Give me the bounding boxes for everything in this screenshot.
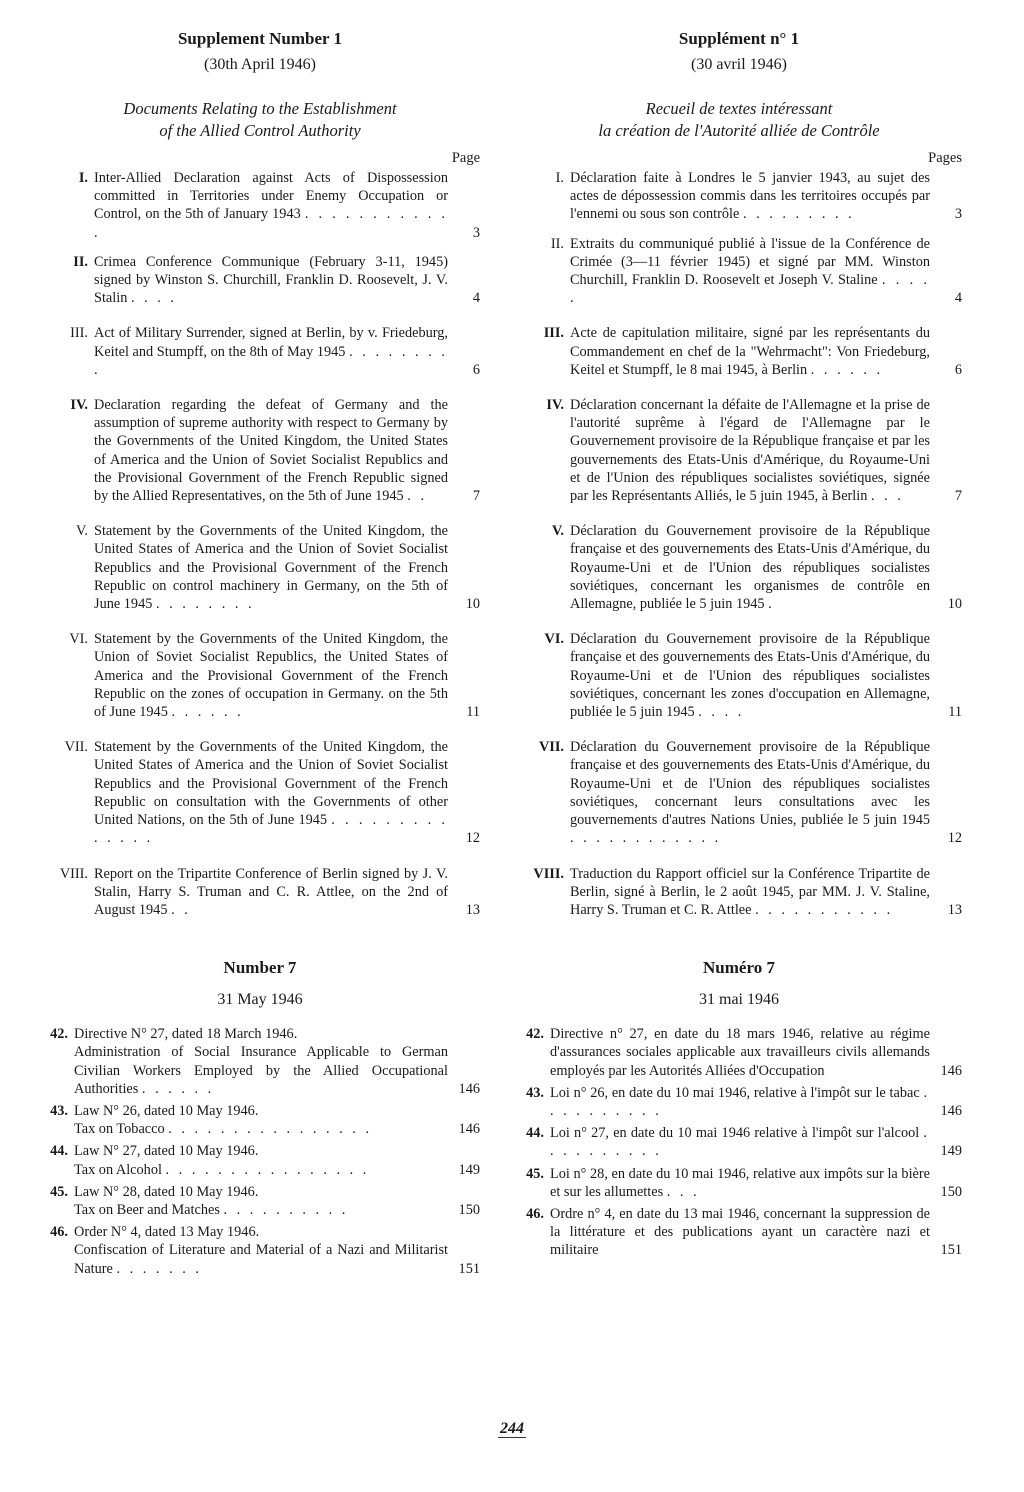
entry-number: I.	[555, 170, 564, 186]
entry-text: Inter-Allied Declaration against Acts of Dispossession committed in Territories under Enemy Occupation or Control, on the 5th of January 1943 . . . . . . . . . . . .	[94, 170, 449, 241]
number-7-section	[40, 957, 480, 1278]
entry-number: I.	[78, 170, 88, 186]
supplement-subtitle	[516, 98, 962, 142]
entry-page: 12	[465, 830, 480, 847]
entry-text: Loi n° 28, en date du 10 mai 1946, relative aux impôts sur la bière et sur les allumettes . . .	[550, 1165, 930, 1200]
entry-number: 43.	[526, 1084, 544, 1101]
entry-number: VIII.	[59, 865, 88, 882]
entry-text: Déclaration du Gouvernement provisoire de la République française et des gouvernements des Etats-Unis d'Amérique, du Royaume-Uni et de l'Union des républiques socialistes soviétiques, concernant les organismes de contrôle en Allemagne, publiée le 5 juin 1945 .	[570, 523, 930, 613]
entry-number: IV.	[546, 397, 564, 414]
entry-text: Law N° 27, dated 10 May 1946. Tax on Alcohol . . . . . . . . . . . . . . . .	[74, 1143, 370, 1178]
toc-entry	[516, 396, 962, 505]
entry-text: Declaration regarding the defeat of Germany and the assumption of supreme authority with respect to Germany by the Governments of the United Kingdom, the United States of America and the Union of Soviet Socialist Republics and the Provisional Government of the French Republic signed by the Allied Representatives, on the 5th of June 1945 . .	[94, 397, 448, 505]
entry-page: 150	[458, 1201, 480, 1218]
entry-page: 149	[940, 1143, 962, 1160]
entry-number: VI.	[69, 631, 88, 648]
entry-page: 4	[472, 290, 480, 307]
entry-page: 12	[947, 830, 962, 847]
entry-page: 10	[947, 596, 962, 613]
entry-text: Déclaration concernant la défaite de l'Allemagne et la prise de l'autorité suprême à l'égard de l'Allemagne par le Gouvernement provisoire de la République française et par les gouvernements des Etats-Unis d'Amérique, du Royaume-Uni et de l'Union des républiques socialistes soviétiques, signée par les Représentants Alliés, le 5 juin 1945, à Berlin . . .	[570, 397, 930, 505]
law-entry	[40, 1025, 480, 1098]
entry-text: Extraits du communiqué publié à l'issue de la Conférence de Crimée (3—11 février 1945) et signé par MM. Winston Churchill, Franklin D. Roosevelt et Joseph V. Staline . . . . .	[570, 235, 930, 307]
subtitle-line-1: Documents Relating to the Establishment	[123, 99, 397, 118]
entry-page: 13	[947, 901, 962, 918]
law-entry	[516, 1205, 962, 1260]
entry-page: 146	[458, 1080, 480, 1097]
entry-page: 149	[458, 1161, 480, 1178]
entry-text: Loi n° 26, en date du 10 mai 1946, relative à l'impôt sur le tabac . . . . . . . . . .	[550, 1084, 931, 1119]
entry-text: Act of Military Surrender, signed at Berlin, by v. Friedeburg, Keitel and Stumpff, on the 8th of May 1945 . . . . . . . . .	[94, 325, 448, 378]
entry-text: Statement by the Governments of the United Kingdom, the United States of America and the Union of Soviet Socialist Republics and the Provisional Government of the French Republic on control machinery in Germany, on the 5th of June 1945 . . . . . . . .	[94, 523, 448, 613]
toc-entry	[40, 630, 480, 721]
toc-list	[516, 169, 962, 919]
entry-text: Traduction du Rapport officiel sur la Conférence Tripartite de Berlin, signé à Berlin, le 2 août 1945, par MM. J. V. Staline, Harry S. Truman et C. R. Attlee . . . . . . . . . . .	[570, 865, 930, 918]
entry-number: II.	[550, 235, 564, 252]
law-entry	[516, 1124, 962, 1160]
entry-number: III.	[543, 325, 564, 342]
entry-text: Law N° 28, dated 10 May 1946. Tax on Beer and Matches . . . . . . . . . .	[74, 1183, 349, 1218]
entry-number: III.	[70, 325, 88, 342]
entry-text: Directive N° 27, dated 18 March 1946. Administration of Social Insurance Applicable to German Civilian Workers Employed by the Allied Occupational Authorities . . . . . .	[74, 1026, 448, 1097]
entry-number: VII.	[64, 739, 88, 756]
entry-text: Acte de capitulation militaire, signé par les représentants du Commandement en chef de la "Wehrmacht": Von Friedeburg, Keitel et Stumpff, le 8 mai 1945, à Berlin . . . . . .	[570, 325, 930, 378]
toc-entry	[40, 522, 480, 613]
law-entry	[516, 1025, 962, 1080]
entry-page: 11	[948, 704, 962, 721]
entry-page: 7	[954, 488, 962, 505]
entry-number: 42.	[50, 1026, 68, 1043]
entry-number: VI.	[544, 631, 564, 648]
toc-entry	[40, 396, 480, 505]
entry-number: 45.	[526, 1165, 544, 1182]
toc-entry	[516, 169, 962, 224]
entry-text: Crimea Conference Communique (February 3-11, 1945) signed by Winston S. Churchill, Franklin D. Roosevelt, J. V. Stalin . . . .	[94, 253, 448, 307]
entry-page: 10	[465, 596, 480, 613]
entry-page: 146	[458, 1121, 480, 1138]
entry-number: 42.	[526, 1026, 544, 1043]
law-entry	[40, 1102, 480, 1138]
supplement-subtitle	[40, 98, 480, 142]
entry-number: 46.	[50, 1224, 68, 1241]
subtitle-line-2: la création de l'Autorité alliée de Contrôle	[598, 121, 880, 140]
entry-page: 6	[954, 361, 962, 378]
entry-number: 46.	[526, 1205, 544, 1222]
section-date: 31 mai 1946	[699, 991, 779, 1009]
entry-number: 44.	[50, 1143, 68, 1160]
supplement-title: Supplément n° 1	[678, 29, 800, 48]
toc-entry	[516, 738, 962, 847]
subtitle-line-2: of the Allied Control Authority	[159, 121, 361, 140]
law-entry	[516, 1084, 962, 1120]
law-entry	[40, 1142, 480, 1178]
toc-entry	[516, 235, 962, 308]
entry-text: Loi n° 27, en date du 10 mai 1946 relative à l'impôt sur l'alcool . . . . . . . . . .	[550, 1125, 930, 1160]
law-entry	[40, 1183, 480, 1219]
entry-text: Déclaration du Gouvernement provisoire de la République française et des gouvernements des Etats-Unis d'Amérique, du Royaume-Uni et de l'Union des républiques socialistes soviétiques, concernant leurs consultations avec les gouvernements d'autres Nations Unies, publiée le 5 juin 1945 . . . . . . . . . . . .	[570, 739, 930, 847]
entry-number: VII.	[538, 739, 564, 756]
entry-number: IV.	[70, 397, 88, 414]
law-entry	[40, 1223, 480, 1278]
entry-number: VIII.	[533, 865, 564, 882]
page-column-header: Pages	[928, 150, 962, 166]
toc-entry	[516, 522, 962, 613]
entry-text: Law N° 26, dated 10 May 1946. Tax on Tobacco . . . . . . . . . . . . . . . .	[74, 1102, 373, 1138]
entry-page: 11	[466, 704, 480, 721]
entry-number: 45.	[50, 1183, 68, 1200]
supplement-title: Supplement Number 1	[177, 29, 343, 48]
section-title: Numéro 7	[703, 958, 775, 978]
entry-page: 4	[954, 290, 962, 307]
toc-entry	[516, 324, 962, 379]
entry-text: Order N° 4, dated 13 May 1946. Confiscation of Literature and Material of a Nazi and Militarist Nature . . . . . . .	[74, 1224, 448, 1277]
toc-entry	[40, 738, 480, 847]
law-entry	[516, 1165, 962, 1201]
section-title: Number 7	[223, 958, 297, 978]
entry-text: Report on the Tripartite Conference of Berlin signed by J. V. Stalin, Harry S. Truman and C. R. Attlee, on the 2nd of August 1945 . .	[94, 865, 448, 918]
page-column-header: Page	[451, 150, 480, 166]
entry-page: 13	[465, 901, 480, 918]
entry-text: Directive n° 27, en date du 18 mars 1946, relative au régime d'assurances sociales applicable aux travailleurs civils allemands employés par les Autorités Alliées d'Occupation	[550, 1026, 930, 1079]
toc-entry	[40, 253, 480, 308]
entry-number: 43.	[50, 1102, 68, 1119]
entry-page: 146	[940, 1062, 962, 1079]
page-number: 244	[500, 1420, 524, 1437]
entry-page: 151	[940, 1242, 962, 1259]
entry-page: 7	[472, 488, 480, 505]
entry-number: II.	[73, 253, 88, 270]
numero-7-section	[516, 957, 962, 1259]
entry-page: 6	[472, 361, 480, 378]
entry-text: Statement by the Governments of the United Kingdom, the United States of America and the Union of Soviet Socialist Republics and the Provisional Government of the French Republic on consultation with the Governments of other United Nations, on the 5th of June 1945 . . . . . . . . . . . . . .	[94, 739, 449, 847]
entry-number: 44.	[526, 1125, 544, 1142]
entry-text: Statement by the Governments of the United Kingdom, the Union of Soviet Socialist Republics, the United States of America and the Provisional Government of the French Republic on the zones of occupation in Germany. on the 5th of June 1945 . . . . . .	[94, 631, 448, 721]
toc-entry	[40, 865, 480, 920]
toc-entry	[40, 324, 480, 379]
section-date: 31 May 1946	[217, 991, 303, 1009]
entry-page: 3	[954, 206, 962, 223]
entry-text: Déclaration faite à Londres le 5 janvier 1943, au sujet des actes de dépossession commis dans les territoires occupés par l'ennemi ou sous son contrôle . . . . . . . . .	[570, 170, 930, 223]
supplement-date: (30 avril 1946)	[691, 56, 787, 73]
toc-entry	[516, 630, 962, 721]
toc-list	[40, 169, 480, 919]
entry-page: 3	[472, 224, 480, 241]
supplement-date: (30th April 1946)	[204, 56, 316, 73]
french-column	[516, 28, 962, 1264]
entry-number: V.	[75, 523, 88, 540]
entry-text: Ordre n° 4, en date du 13 mai 1946, concernant la suppression de la littérature et des publications ayant un caractère nazi et militaire	[550, 1205, 930, 1259]
entry-number: V.	[551, 523, 564, 540]
english-column	[40, 28, 480, 1282]
toc-entry	[40, 169, 480, 242]
subtitle-line-1: Recueil de textes intéressant	[645, 99, 833, 118]
entry-page: 146	[940, 1102, 962, 1119]
entry-page: 151	[458, 1260, 480, 1277]
entry-page: 150	[940, 1183, 962, 1200]
toc-entry	[516, 865, 962, 920]
entry-text: Déclaration du Gouvernement provisoire de la République française et des gouvernements des Etats-Unis d'Amérique, du Royaume-Uni et de l'Union des républiques socialistes soviétiques, concernant les zones d'occupation en Allemagne, publiée le 5 juin 1945 . . . .	[570, 631, 930, 721]
